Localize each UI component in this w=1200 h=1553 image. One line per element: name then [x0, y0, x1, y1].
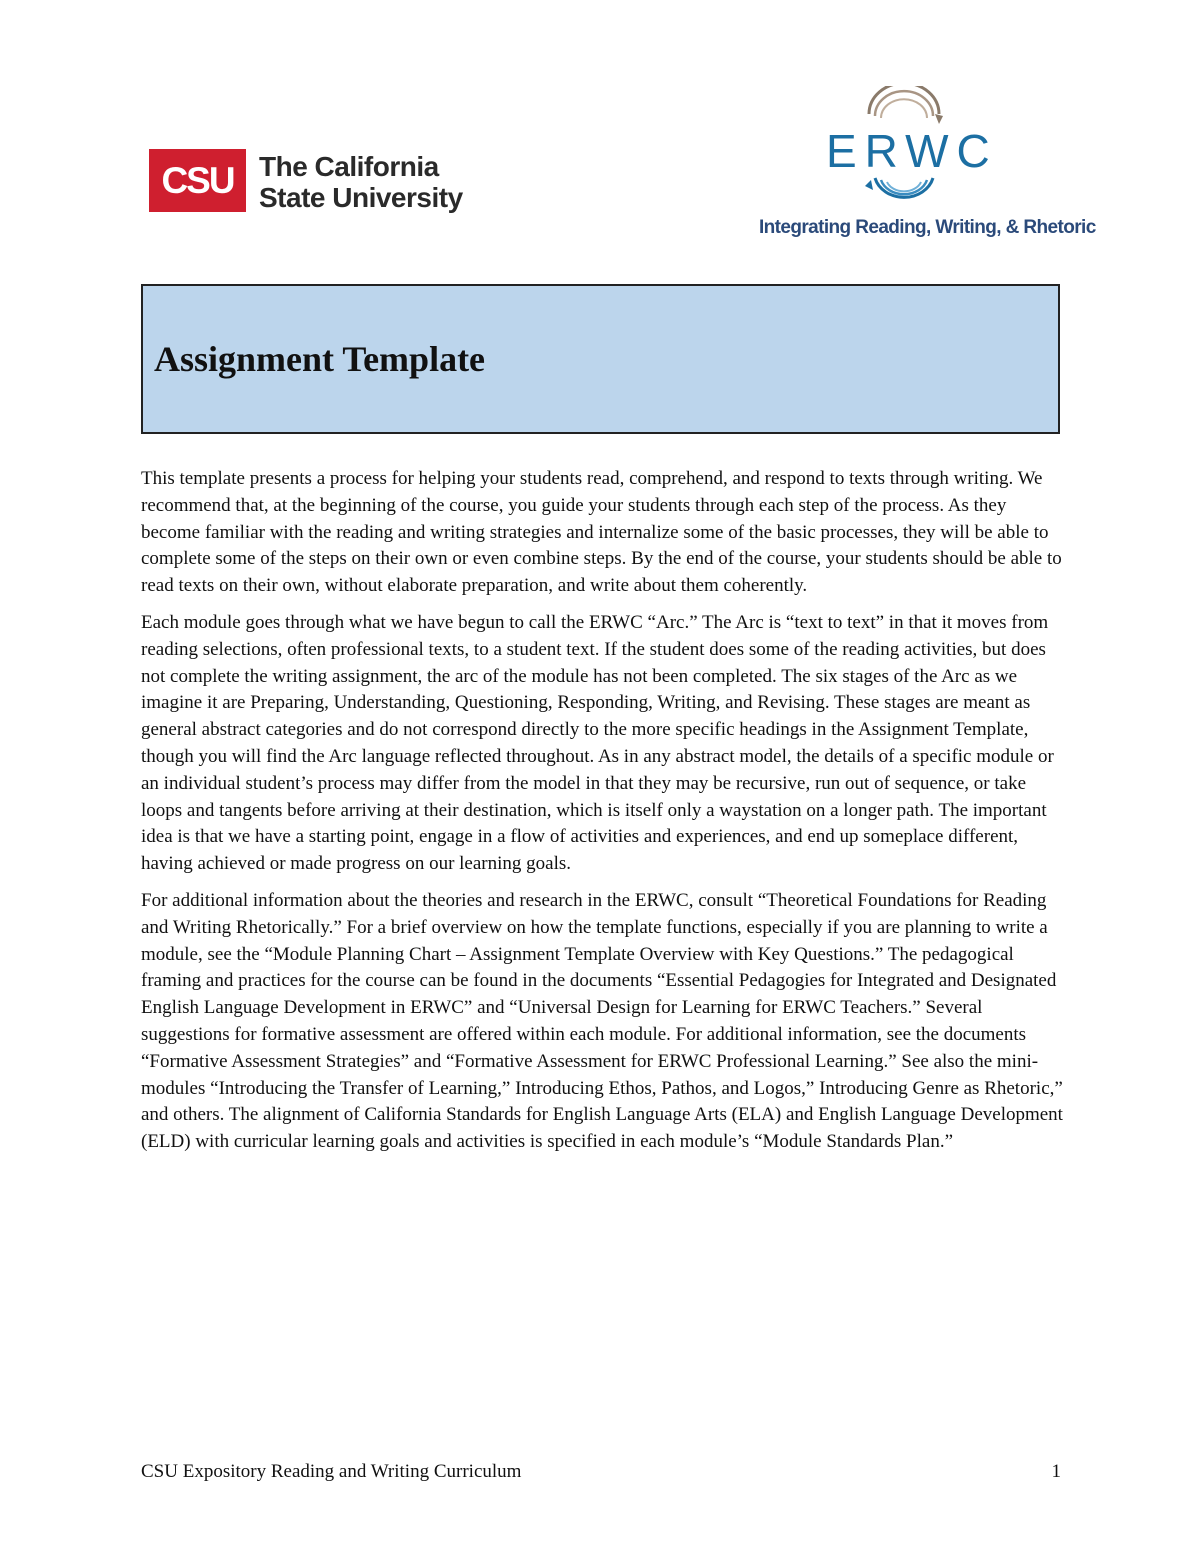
erwc-logo-tagline: Integrating Reading, Writing, & Rhetoric [759, 217, 1096, 238]
paragraph: For additional information about the theories and research in the ERWC, consult “Theoretical Foundations for Reading and Writing Rhetorically.” For a brief overview on how the template functions, especially if you are planning to write a module, see the “Module Planning Chart – Assignment Template Overview with Key Questions.” The pedagogical framing and practices for the course can be found in the documents “Essential Pedagogies for Integrated and Designated English Language Development in ERWC” and “Universal Design for Learning for ERWC Teachers.” Several suggestions for formative assessment are offered within each module. For additional information, see the documents “Formative Assessment Strategies” and “Formative Assessment for ERWC Professional Learning.” See also the mini-modules “Introducing the Transfer of Learning,” Introducing Ethos, Pathos, and Logos,” Introducing Genre as Rhetoric,” and others. The alignment of California Standards for English Language Arts (ELA) and English Language Development (ELD) with curricular learning goals and activities is specified in each module’s “Module Standards Plan.” [141, 889, 1063, 1153]
csu-logo-name-line1: The California [259, 151, 439, 182]
csu-logo-mark: CSU [149, 149, 246, 212]
page-number: 1 [1051, 1461, 1061, 1482]
csu-logo-name [259, 151, 463, 213]
erwc-logo [733, 80, 1096, 255]
page-footer [141, 1461, 1061, 1483]
erwc-logo-mark: ERWC [826, 125, 998, 177]
footer-text: CSU Expository Reading and Writing Curriculum [141, 1461, 522, 1482]
page-title: Assignment Template [154, 339, 486, 379]
body-text [141, 466, 1066, 1166]
csu-logo-name-line2: State University [259, 182, 463, 213]
title-banner [141, 284, 1060, 434]
paragraph: This template presents a process for helping your students read, comprehend, and respond to texts through writing. We recommend that, at the beginning of the course, you guide your students through each step of the process. As they become familiar with the reading and writing strategies and internalize some of the basic processes, they will be able to complete some of the steps on their own or even combine steps. By the end of the course, your students should be able to read texts on their own, without elaborate preparation, and write about them coherently. [141, 468, 1062, 597]
csu-logo [149, 149, 469, 213]
paragraph: Each module goes through what we have begun to call the ERWC “Arc.” The Arc is “text to text” in that it moves from reading selections, often professional texts, to a student text. If the student does some of the reading activities, but does not complete the writing assignment, the arc of the module has not been completed. The six stages of the Arc as we imagine it are Preparing, Understanding, Questioning, Responding, Writing, and Revising. These stages are meant as general abstract categories and do not correspond directly to the more specific headings in the Assignment Template, though you will find the Arc language reflected throughout. As in any abstract model, the details of a specific module or an individual student’s process may differ from the model in that they may be recursive, run out of sequence, or take loops and tangents before arriving at their destination, which is itself only a waystation on a longer path. The important idea is that we have a starting point, engage in a flow of activities and experiences, and end up someplace different, having achieved or made progress on our learning goals. [141, 611, 1054, 875]
